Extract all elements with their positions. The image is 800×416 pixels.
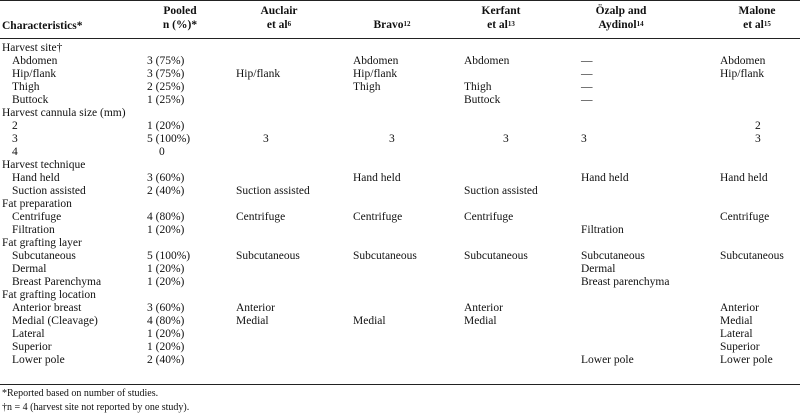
pooled-cell: 2 (40%) [147, 185, 185, 197]
pooled-cell: 1 (20%) [147, 276, 185, 288]
kerfant-cell: 3 [503, 133, 509, 145]
section-row [0, 42, 800, 55]
table-row [0, 68, 800, 81]
kerfant-cell: Suction assisted [464, 185, 538, 197]
header-ozalp-aydinol: Aydinol [598, 19, 637, 31]
kerfant-cell: Abdomen [464, 55, 510, 67]
header-kerfant-line2 [466, 18, 536, 32]
auclair-cell: Hip/flank [236, 68, 281, 80]
ozalp-cell: — [581, 94, 593, 106]
header-bravo [352, 18, 432, 32]
characteristic-label: Superior [12, 341, 52, 353]
characteristic-label: Medial (Cleavage) [12, 315, 98, 327]
section-row [0, 159, 800, 172]
bravo-cell: Hip/flank [353, 68, 398, 80]
header-pooled [150, 4, 210, 32]
table-row [0, 354, 800, 367]
pooled-cell: 5 (100%) [147, 133, 191, 145]
pooled-cell: 4 (80%) [147, 211, 185, 223]
header-ozalp-ref: 14 [636, 20, 644, 28]
pooled-cell: 3 (75%) [147, 55, 185, 67]
characteristic-label: Anterior breast [12, 302, 82, 314]
bravo-cell: Subcutaneous [353, 250, 417, 262]
bravo-cell: Thigh [353, 81, 381, 93]
pooled-cell: 1 (20%) [147, 341, 185, 353]
characteristic-label: Subcutaneous [12, 250, 76, 262]
malone-cell: Abdomen [720, 55, 766, 67]
characteristic-label: Dermal [12, 263, 47, 275]
bravo-cell: Hand held [353, 172, 401, 184]
ozalp-cell: Filtration [581, 224, 624, 236]
header-malone-etal: et al [743, 19, 764, 31]
characteristic-label: 2 [12, 120, 18, 132]
section-row [0, 237, 800, 250]
header-malone-line2 [722, 18, 792, 32]
malone-cell: Hand held [720, 172, 768, 184]
table-row [0, 146, 800, 159]
characteristic-label: Hand held [12, 172, 60, 184]
malone-cell: 3 [755, 133, 761, 145]
auclair-cell: Anterior [236, 302, 275, 314]
pooled-cell: 1 (20%) [147, 263, 185, 275]
header-rule [0, 38, 800, 39]
characteristic-label: Abdomen [12, 55, 58, 67]
table-row [0, 55, 800, 68]
header-pooled-line2: n (%)* [162, 19, 198, 31]
pooled-cell: 4 (80%) [147, 315, 185, 327]
section-label: Harvest site† [2, 42, 63, 54]
header-bravo-ref: 12 [403, 20, 411, 28]
auclair-cell: Medial [236, 315, 269, 327]
malone-cell: Subcutaneous [720, 250, 784, 262]
bravo-cell: Abdomen [353, 55, 399, 67]
kerfant-cell: Anterior [464, 302, 503, 314]
characteristic-label: Suction assisted [12, 185, 86, 197]
characteristic-label: Buttock [12, 94, 49, 106]
pooled-cell: 5 (100%) [147, 250, 191, 262]
malone-cell: Lateral [720, 328, 753, 340]
section-label: Fat grafting layer [2, 237, 82, 249]
header-kerfant-line1: Kerfant [481, 5, 521, 17]
header-malone-line1: Malone [738, 5, 776, 17]
footnote-reported: *Reported based on number of studies. [2, 388, 159, 399]
header-characteristics: Characteristics* [2, 20, 83, 32]
characteristic-label: Lower pole [12, 354, 65, 366]
table-row [0, 302, 800, 315]
characteristic-label: Thigh [12, 81, 40, 93]
header-ozalp-line2 [576, 18, 666, 32]
malone-cell: Superior [720, 341, 760, 353]
section-row [0, 198, 800, 211]
header-auclair-line1: Auclair [260, 5, 298, 17]
malone-cell: Hip/flank [720, 68, 765, 80]
characteristic-label: Centrifuge [12, 211, 62, 223]
ozalp-cell: — [581, 68, 593, 80]
header-auclair-etal: et al [266, 19, 288, 31]
bravo-cell: Centrifuge [353, 211, 403, 223]
pooled-cell: 3 (60%) [147, 302, 185, 314]
auclair-cell: 3 [263, 133, 269, 145]
ozalp-cell: — [581, 81, 593, 93]
header-ozalp [576, 4, 666, 32]
section-label: Harvest cannula size (mm) [2, 107, 126, 119]
header-malone [722, 4, 792, 32]
header-bravo-label: Bravo [373, 19, 404, 31]
top-rule [0, 0, 800, 1]
ozalp-cell: Hand held [581, 172, 629, 184]
characteristic-label: 4 [12, 146, 18, 158]
table-row [0, 94, 800, 107]
table-row [0, 328, 800, 341]
pooled-cell: 1 (25%) [147, 94, 185, 106]
section-label: Fat preparation [2, 198, 72, 210]
header-kerfant-etal: et al [487, 19, 508, 31]
table-row [0, 133, 800, 146]
characteristic-label: Breast Parenchyma [12, 276, 102, 288]
section-row [0, 289, 800, 302]
pooled-cell: 0 [159, 146, 165, 158]
pooled-cell: 2 (40%) [147, 354, 185, 366]
table-row [0, 211, 800, 224]
header-auclair-ref: 6 [287, 20, 292, 28]
table-row [0, 172, 800, 185]
header-kerfant-ref: 13 [507, 20, 515, 28]
ozalp-cell: 3 [581, 133, 587, 145]
header-malone-ref: 15 [763, 20, 771, 28]
pooled-cell: 3 (60%) [147, 172, 185, 184]
characteristic-label: Hip/flank [12, 68, 57, 80]
auclair-cell: Centrifuge [236, 211, 286, 223]
table-row [0, 224, 800, 237]
characteristic-label: Filtration [12, 224, 55, 236]
malone-cell: Anterior [720, 302, 759, 314]
table-row [0, 276, 800, 289]
characteristic-label: 3 [12, 133, 18, 145]
table-row [0, 341, 800, 354]
table-row [0, 263, 800, 276]
header-auclair [244, 4, 314, 32]
table-row [0, 250, 800, 263]
pooled-cell: 1 (20%) [147, 328, 185, 340]
bravo-cell: Medial [353, 315, 386, 327]
malone-cell: Medial [720, 315, 753, 327]
table-row [0, 120, 800, 133]
ozalp-cell: Subcutaneous [581, 250, 645, 262]
ozalp-cell: Lower pole [581, 354, 634, 366]
malone-cell: Lower pole [720, 354, 773, 366]
characteristic-label: Lateral [12, 328, 45, 340]
kerfant-cell: Subcutaneous [464, 250, 528, 262]
ozalp-cell: Breast parenchyma [581, 276, 670, 288]
kerfant-cell: Medial [464, 315, 497, 327]
table-row [0, 81, 800, 94]
pooled-cell: 1 (20%) [147, 224, 185, 236]
auclair-cell: Suction assisted [236, 185, 310, 197]
section-label: Harvest technique [2, 159, 86, 171]
kerfant-cell: Buttock [464, 94, 501, 106]
bravo-cell: 3 [389, 133, 395, 145]
pooled-cell: 1 (20%) [147, 120, 185, 132]
auclair-cell: Subcutaneous [236, 250, 300, 262]
section-label: Fat grafting location [2, 289, 96, 301]
malone-cell: Centrifuge [720, 211, 770, 223]
pooled-cell: 2 (25%) [147, 81, 185, 93]
pooled-cell: 3 (75%) [147, 68, 185, 80]
ozalp-cell: — [581, 55, 593, 67]
section-row [0, 107, 800, 120]
header-ozalp-line1: Özalp and [595, 5, 647, 17]
ozalp-cell: Dermal [581, 263, 616, 275]
malone-cell: 2 [755, 120, 761, 132]
kerfant-cell: Centrifuge [464, 211, 514, 223]
kerfant-cell: Thigh [464, 81, 492, 93]
header-kerfant [466, 4, 536, 32]
header-auclair-line2 [244, 18, 314, 32]
bottom-rule [0, 384, 800, 385]
footnote-harvest-site: †n = 4 (harvest site not reported by one study). [2, 402, 190, 413]
header-pooled-line1: Pooled [163, 5, 197, 17]
table-row [0, 315, 800, 328]
table-row [0, 185, 800, 198]
